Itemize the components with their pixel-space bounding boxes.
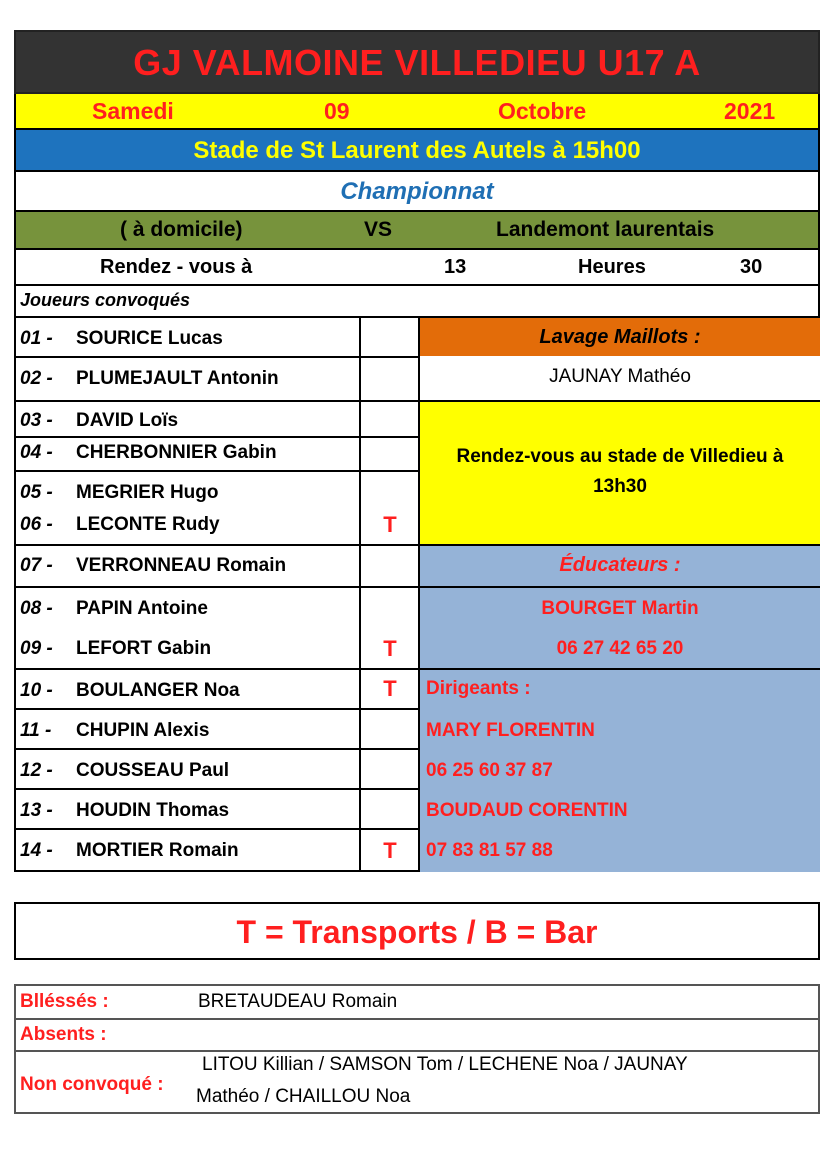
- player-name: VERRONNEAU Romain: [76, 555, 287, 576]
- row-divider: [16, 436, 418, 438]
- coach-name: BOURGET Martin: [541, 598, 699, 619]
- date-bar: [14, 94, 820, 130]
- injured-label: Blléssés :: [20, 991, 109, 1012]
- vs-label: VS: [364, 218, 393, 241]
- coaches-label: Éducateurs :: [559, 554, 681, 576]
- player-number: 14 -: [20, 840, 53, 861]
- row-divider: [16, 1018, 818, 1020]
- coaches-cell: [420, 586, 820, 668]
- panel-divider: [418, 668, 820, 670]
- absent-label: Absents :: [20, 1024, 107, 1045]
- transport-mark: T: [383, 636, 397, 661]
- player-name: DAVID Loïs: [76, 410, 179, 431]
- row-divider: [16, 788, 418, 790]
- player-number: 01 -: [20, 328, 53, 349]
- player-number: 10 -: [20, 680, 53, 701]
- not-called-label: Non convoqué :: [20, 1074, 164, 1095]
- manager-name: MARY FLORENTIN: [426, 720, 595, 741]
- player-number: 07 -: [20, 555, 53, 576]
- panel-divider: [418, 400, 820, 402]
- not-called-line2: Mathéo / CHAILLOU Noa: [196, 1086, 411, 1107]
- meeting-hour: 13: [444, 256, 467, 278]
- date-month: Octobre: [498, 98, 587, 124]
- player-number: 03 -: [20, 410, 53, 431]
- title-bar: [14, 30, 820, 94]
- competition-text: Championnat: [340, 178, 494, 205]
- page-title: GJ VALMOINE VILLEDIEU U17 A: [133, 42, 701, 83]
- legend-text: T = Transports / B = Bar: [236, 914, 598, 950]
- managers-label: Dirigeants :: [426, 678, 531, 699]
- rendezvous-note: Rendez-vous au stade de Villedieu à 13h30: [456, 446, 784, 497]
- meeting-minutes: 30: [740, 256, 763, 278]
- competition-bar: [14, 172, 820, 212]
- player-name: CHERBONNIER Gabin: [76, 442, 277, 463]
- coaches-header: [420, 544, 820, 586]
- transport-mark: T: [383, 838, 397, 863]
- injured-value: BRETAUDEAU Romain: [198, 991, 398, 1012]
- row-divider: [16, 544, 418, 546]
- venue-text: Stade de St Laurent des Autels à 15h00: [193, 137, 641, 164]
- player-name: HOUDIN Thomas: [76, 800, 230, 821]
- meeting-hours-label: Heures: [578, 256, 646, 278]
- player-number: 12 -: [20, 760, 53, 781]
- transport-mark: T: [383, 512, 397, 537]
- player-number: 09 -: [20, 638, 53, 659]
- row-divider: [16, 828, 418, 830]
- legend-box: [14, 902, 820, 960]
- date-day-name: Samedi: [92, 98, 174, 124]
- player-name: SOURICE Lucas: [76, 328, 223, 349]
- date-day: 09: [324, 98, 350, 124]
- players-heading-bar: [14, 286, 820, 318]
- meeting-bar: [14, 250, 820, 286]
- not-called-line1: LITOU Killian / SAMSON Tom / LECHENE Noa / JAUNAY: [202, 1054, 688, 1075]
- player-number: 06 -: [20, 514, 53, 535]
- player-name: LECONTE Rudy: [76, 514, 220, 535]
- coach-phone: 06 27 42 65 20: [556, 638, 684, 659]
- laundry-cell: [420, 356, 820, 400]
- player-number: 11 -: [20, 720, 52, 741]
- player-name: BOULANGER Noa: [76, 680, 240, 701]
- player-name: LEFORT Gabin: [76, 638, 212, 659]
- row-divider: [16, 668, 418, 670]
- players-table: [14, 318, 820, 872]
- row-divider: [16, 708, 418, 710]
- rendezvous-box: [420, 400, 820, 544]
- player-number: 02 -: [20, 368, 53, 389]
- manager-phone: 07 83 81 57 88: [426, 840, 553, 861]
- row-divider: [16, 586, 418, 588]
- meeting-label: Rendez - vous à: [100, 256, 253, 278]
- date-year: 2021: [724, 98, 776, 124]
- row-divider: [16, 356, 418, 358]
- player-number: 13 -: [20, 800, 53, 821]
- laundry-label: Lavage Maillots :: [539, 326, 701, 348]
- match-bar: [14, 212, 820, 250]
- manager-name: BOUDAUD CORENTIN: [426, 800, 628, 821]
- player-number: 05 -: [20, 482, 53, 503]
- panel-divider: [418, 586, 820, 588]
- row-divider: [16, 470, 418, 472]
- player-name: COUSSEAU Paul: [76, 760, 230, 781]
- player-name: CHUPIN Alexis: [76, 720, 210, 741]
- player-name: PLUMEJAULT Antonin: [76, 368, 279, 389]
- player-name: PAPIN Antoine: [76, 598, 208, 619]
- players-heading: Joueurs convoqués: [20, 290, 191, 310]
- manager-phone: 06 25 60 37 87: [426, 760, 553, 781]
- home-label: ( à domicile): [120, 218, 243, 241]
- managers-cell: [420, 668, 820, 872]
- player-name: MEGRIER Hugo: [76, 482, 219, 503]
- panel-divider: [418, 544, 820, 546]
- player-name: MORTIER Romain: [76, 840, 239, 861]
- player-number: 08 -: [20, 598, 53, 619]
- laundry-name: JAUNAY Mathéo: [549, 366, 691, 387]
- absences-box: [14, 984, 820, 1114]
- transport-mark: T: [383, 676, 397, 701]
- row-divider: [16, 1050, 818, 1052]
- player-number: 04 -: [20, 442, 53, 463]
- row-divider: [16, 400, 418, 402]
- laundry-header: [420, 318, 820, 356]
- venue-bar: [14, 130, 820, 172]
- opponent-name: Landemont laurentais: [496, 218, 715, 241]
- row-divider: [16, 748, 418, 750]
